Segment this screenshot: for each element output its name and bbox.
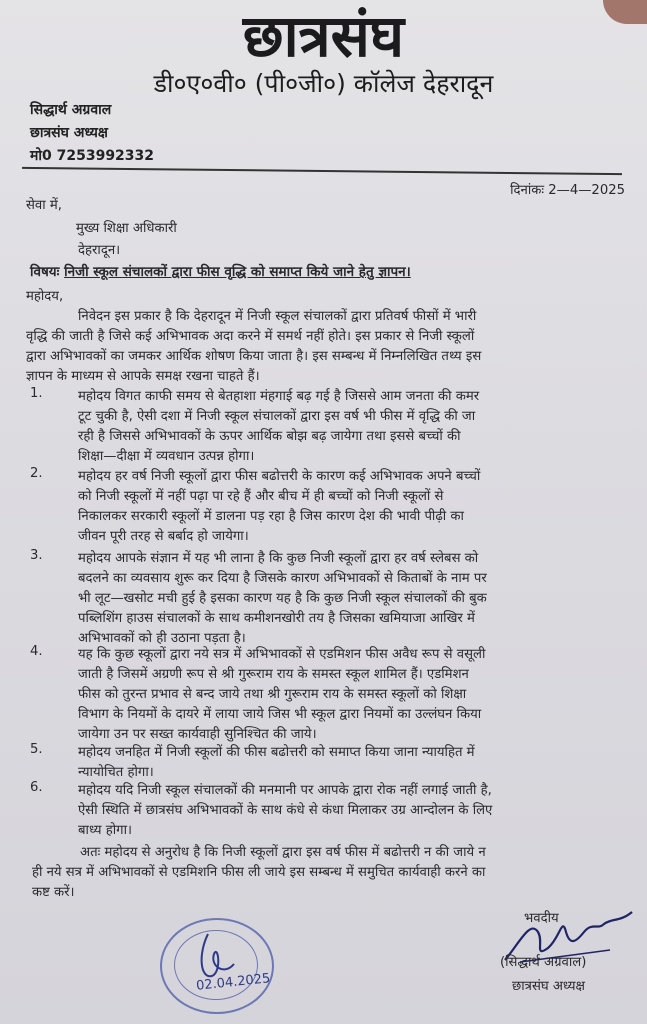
signatory-name: (सिद्धार्थ अग्रवाल) — [500, 955, 587, 970]
sender-mobile: मो0 7253992332 — [30, 148, 155, 164]
point-line: फीस को तुरन्त प्रभाव से बन्द जाये तथा श्री गुरूराम राय के समस्त स्कूलों को शिक्षा — [78, 687, 467, 702]
college-name: डी०ए०वी० (पी०जी०) कॉलेज देहरादून — [153, 69, 494, 98]
point-line: महोदय विगत काफी समय से बेतहाशा मंहगाई बढ़ गई है जिससे आम जनता की कमर — [78, 389, 480, 404]
recipient-salutation: सेवा में, — [26, 198, 62, 213]
subject-label: विषयः — [30, 264, 60, 280]
point-line: को निजी स्कूलों में नहीं पढ़ा पा रहे हैं और बीच में ही बच्चों को निजी स्कूलों से — [78, 489, 444, 504]
sender-name: सिद्धार्थ अग्रवाल — [30, 102, 112, 118]
closing-line: ही नये सत्र में अभिभावकों से एडमिशनि फीस ली जाये इस सम्बन्ध में समुचित कार्यवाही करने का — [32, 865, 486, 880]
point-line: यह कि कुछ स्कूलों द्वारा नये सत्र में अभिभावकों से एडमिशन फीस अवैध रूप से वसूली — [78, 647, 486, 662]
sender-designation: छात्रसंघ अध्यक्ष — [30, 125, 108, 141]
point-line: महोदय यदि निजी स्कूल संचालकों की मनमानी पर आपके द्वारा रोक नहीं लगाई जाती है, — [78, 783, 492, 798]
point-line: महोदय जनहित में निजी स्कूलों की फीस बढोत्तरी को समाप्त किया जाना न्यायहित में — [78, 745, 475, 760]
letter-date: दिनांकः 2—4—2025 — [510, 183, 625, 198]
point-line: जीवन पूरी तरह से बर्बाद हो जायेगा। — [78, 529, 249, 544]
intro-line: ज्ञापन के माध्यम से आपके समक्ष रखना चाहते हैं। — [26, 369, 260, 384]
intro-line: वृद्धि की जाती है जिसे कई अभिभावक अदा करने में समर्थ नहीं होते। इस प्रकार से निजी स्कूलों — [26, 329, 475, 344]
point-number: 3. — [30, 548, 43, 563]
org-title: छात्रसंघ — [242, 2, 405, 70]
point-line: बाध्य होगा। — [78, 823, 133, 838]
intro-line: निवेदन इस प्रकार है कि देहरादून में निजी स्कूल संचालकों द्वारा प्रतिवर्ष फीसों में भारी — [78, 309, 477, 324]
recipient-title: मुख्य शिक्षा अधिकारी — [76, 221, 177, 236]
point-line: रही है जिससे अभिभावकों के ऊपर आर्थिक बोझ बढ़ जायेगा तथा इससे बच्चों की — [78, 429, 461, 444]
subject-text: निजी स्कूल संचालकों द्वारा फीस वृद्धि को समाप्त किये जाने हेतु ज्ञापन। — [64, 264, 411, 280]
point-line: न्यायोचित होगा। — [78, 765, 154, 780]
point-line: शिक्षा—दीक्षा में व्यवधान उत्पन्न होगा। — [78, 449, 255, 464]
header-rule — [22, 167, 622, 175]
closing-line: कष्ट करें। — [32, 885, 75, 900]
point-line: भी लूट—खसोट मची हुई है इसका कारण यह है कि कुछ निजी स्कूल संचालकों की बुक — [78, 591, 487, 606]
point-number: 6. — [30, 780, 43, 795]
closing-line: अतः महोदय से अनुरोध है कि निजी स्कूलों द्वारा इस वर्ष फीस में बढोत्तरी न की जाये न — [80, 845, 486, 860]
point-line: अभिभावकों को ही उठाना पड़ता है। — [78, 631, 246, 646]
subject-line — [30, 262, 411, 280]
signatory-designation: छात्रसंघ अध्यक्ष — [512, 979, 585, 994]
point-line: बदलने का व्यवसाय शुरू कर दिया है जिसके कारण अभिभावकों से किताबों के नाम पर — [78, 571, 487, 586]
valediction: भवदीय — [524, 911, 559, 926]
point-line: जायेगा उन पर सख्त कार्यवाही सुनिश्चित की जाये। — [78, 727, 317, 742]
point-number: 5. — [30, 742, 43, 757]
point-line: पब्लिशिंग हाउस संचालकों के साथ कमीशनखोरी तय है जिसका खमियाजा आखिर में — [78, 611, 475, 626]
greeting: महोदय, — [26, 289, 64, 304]
point-number: 4. — [30, 644, 43, 659]
point-line: जाती है जिसमें अग्रणी रूप से श्री गुरूराम राय के समस्त स्कूल शामिल हैं। एडमिशन — [78, 667, 469, 682]
point-line: महोदय आपके संज्ञान में यह भी लाना है कि कुछ निजी स्कूलों द्वारा हर वर्ष स्लेबस को — [78, 551, 479, 566]
point-line: विभाग के नियमों के दायरे में लाया जाये जिस भी स्कूल द्वारा नियमों का उल्लंघन किया — [78, 707, 482, 722]
point-line: ऐसी स्थिति में छात्रसंघ अभिभावकों के साथ कंधे से कंधा मिलाकर उग्र आन्दोलन के लिए — [78, 803, 493, 818]
point-number: 1. — [30, 386, 43, 401]
point-number: 2. — [30, 466, 43, 481]
stamp-date: 02.04.2025 — [195, 971, 272, 994]
recipient-city: देहरादून। — [78, 243, 121, 258]
intro-line: द्वारा अभिभावकों का जमकर आर्थिक शोषण किया जाता है। इस सम्बन्ध में निम्नलिखित तथ्य इस — [26, 349, 482, 364]
point-line: टूट चुकी है, ऐसी दशा में निजी स्कूल संचालकों द्वारा इस वर्ष भी फीस में वृद्धि की जा — [78, 409, 476, 424]
point-line: महोदय हर वर्ष निजी स्कूलों द्वारा फीस बढोत्तरी के कारण कई अभिभावक अपने बच्चों — [78, 469, 481, 484]
point-line: निकालकर सरकारी स्कूलों में डालना पड़ रहा है जिस कारण देश की भावी पीढ़ी का — [78, 509, 464, 524]
